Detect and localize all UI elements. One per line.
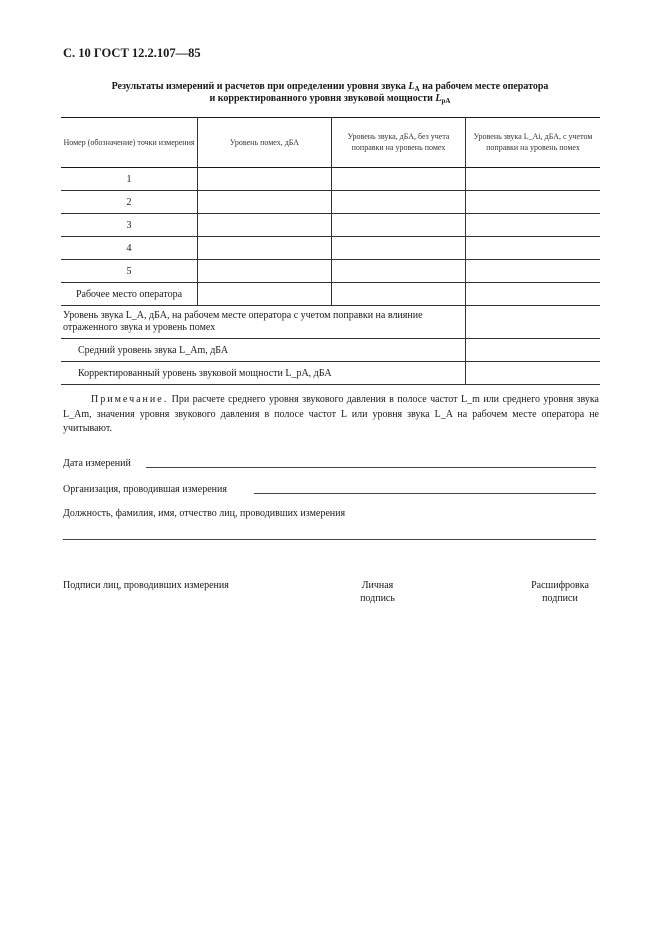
span-row-average-level-text: Средний уровень звука L_Am, дБА bbox=[78, 344, 229, 356]
note-paragraph bbox=[63, 393, 599, 437]
signature-personal-line-1: Личная bbox=[361, 580, 394, 591]
span-row-sound-power bbox=[78, 362, 458, 384]
row-label-1: 1 bbox=[126, 173, 132, 185]
field-organization-line[interactable] bbox=[254, 493, 596, 494]
title-line1-subscript: A bbox=[414, 85, 420, 93]
signature-persons-label: Подписи лиц, проводивших измерения bbox=[63, 580, 229, 591]
page-header: С. 10 ГОСТ 12.2.107—85 bbox=[63, 46, 201, 60]
column-header-point: Номер (обозначение) точки измерения bbox=[63, 137, 195, 147]
title-line2-subscript: pA bbox=[441, 97, 451, 105]
note-text: При расчете среднего уровня звукового давления в полосе частот L_m или среднего уровня звука L_Am, значения уровня звукового давления в полосе частот L или уровня звука L_A на рабочем месте оператора не учитывают. bbox=[63, 394, 599, 434]
span-row-level-operator bbox=[63, 306, 462, 338]
title-line2-symbol: L bbox=[435, 93, 442, 104]
title-line1-prefix: Результаты измерений и расчетов при определении уровня звука bbox=[111, 81, 406, 92]
column-divider bbox=[465, 117, 466, 384]
signature-decoding-label bbox=[520, 579, 600, 605]
field-date-label: Дата измерений bbox=[63, 458, 131, 469]
row-label-4: 4 bbox=[126, 242, 132, 254]
row-label-2: 2 bbox=[126, 196, 132, 208]
row-label-operator: Рабочее место оператора bbox=[75, 288, 183, 300]
row-label-5: 5 bbox=[126, 265, 132, 277]
field-persons-label: Должность, фамилия, имя, отчество лиц, проводивших измерения bbox=[63, 508, 346, 519]
span-row-sound-power-text: Корректированный уровень звуковой мощности L_pA, дБА bbox=[78, 367, 332, 379]
span-row-level-operator-text: Уровень звука L_A, дБА, на рабочем месте оператора с учетом поправки на влияние отраженного звука и уровень помех bbox=[63, 310, 423, 333]
note-label: Примечание. bbox=[91, 394, 169, 405]
signature-personal-line-2: подпись bbox=[360, 593, 395, 604]
column-header-noise: Уровень помех, дБА bbox=[229, 137, 300, 147]
title-line1-suffix: на рабочем месте оператора bbox=[422, 81, 549, 92]
table-bottom-rule bbox=[61, 384, 600, 385]
span-row-average-level bbox=[78, 339, 458, 361]
signature-decoding-line-2: подписи bbox=[542, 593, 578, 604]
field-persons-line[interactable] bbox=[63, 539, 596, 540]
title-line2-prefix: и корректированного уровня звуковой мощности bbox=[209, 93, 433, 104]
row-label-3: 3 bbox=[126, 219, 132, 231]
column-header-level-corrected bbox=[468, 119, 598, 165]
column-divider bbox=[197, 117, 198, 305]
field-organization-label: Организация, проводившая измерения bbox=[63, 484, 227, 495]
column-header-level-corrected-text: Уровень звука L_Ai, дБА, с учетом поправки на уровень помех bbox=[473, 132, 593, 152]
signature-personal-label bbox=[340, 579, 415, 605]
title-line1-symbol: L bbox=[408, 81, 415, 92]
signature-decoding-line-1: Расшифровка bbox=[531, 580, 589, 591]
column-divider bbox=[331, 117, 332, 305]
column-header-level-raw: Уровень звука, дБА, без учета поправки на уровень помех bbox=[347, 132, 450, 152]
table-title-line-2 bbox=[60, 92, 600, 105]
field-date-line[interactable] bbox=[146, 467, 596, 468]
